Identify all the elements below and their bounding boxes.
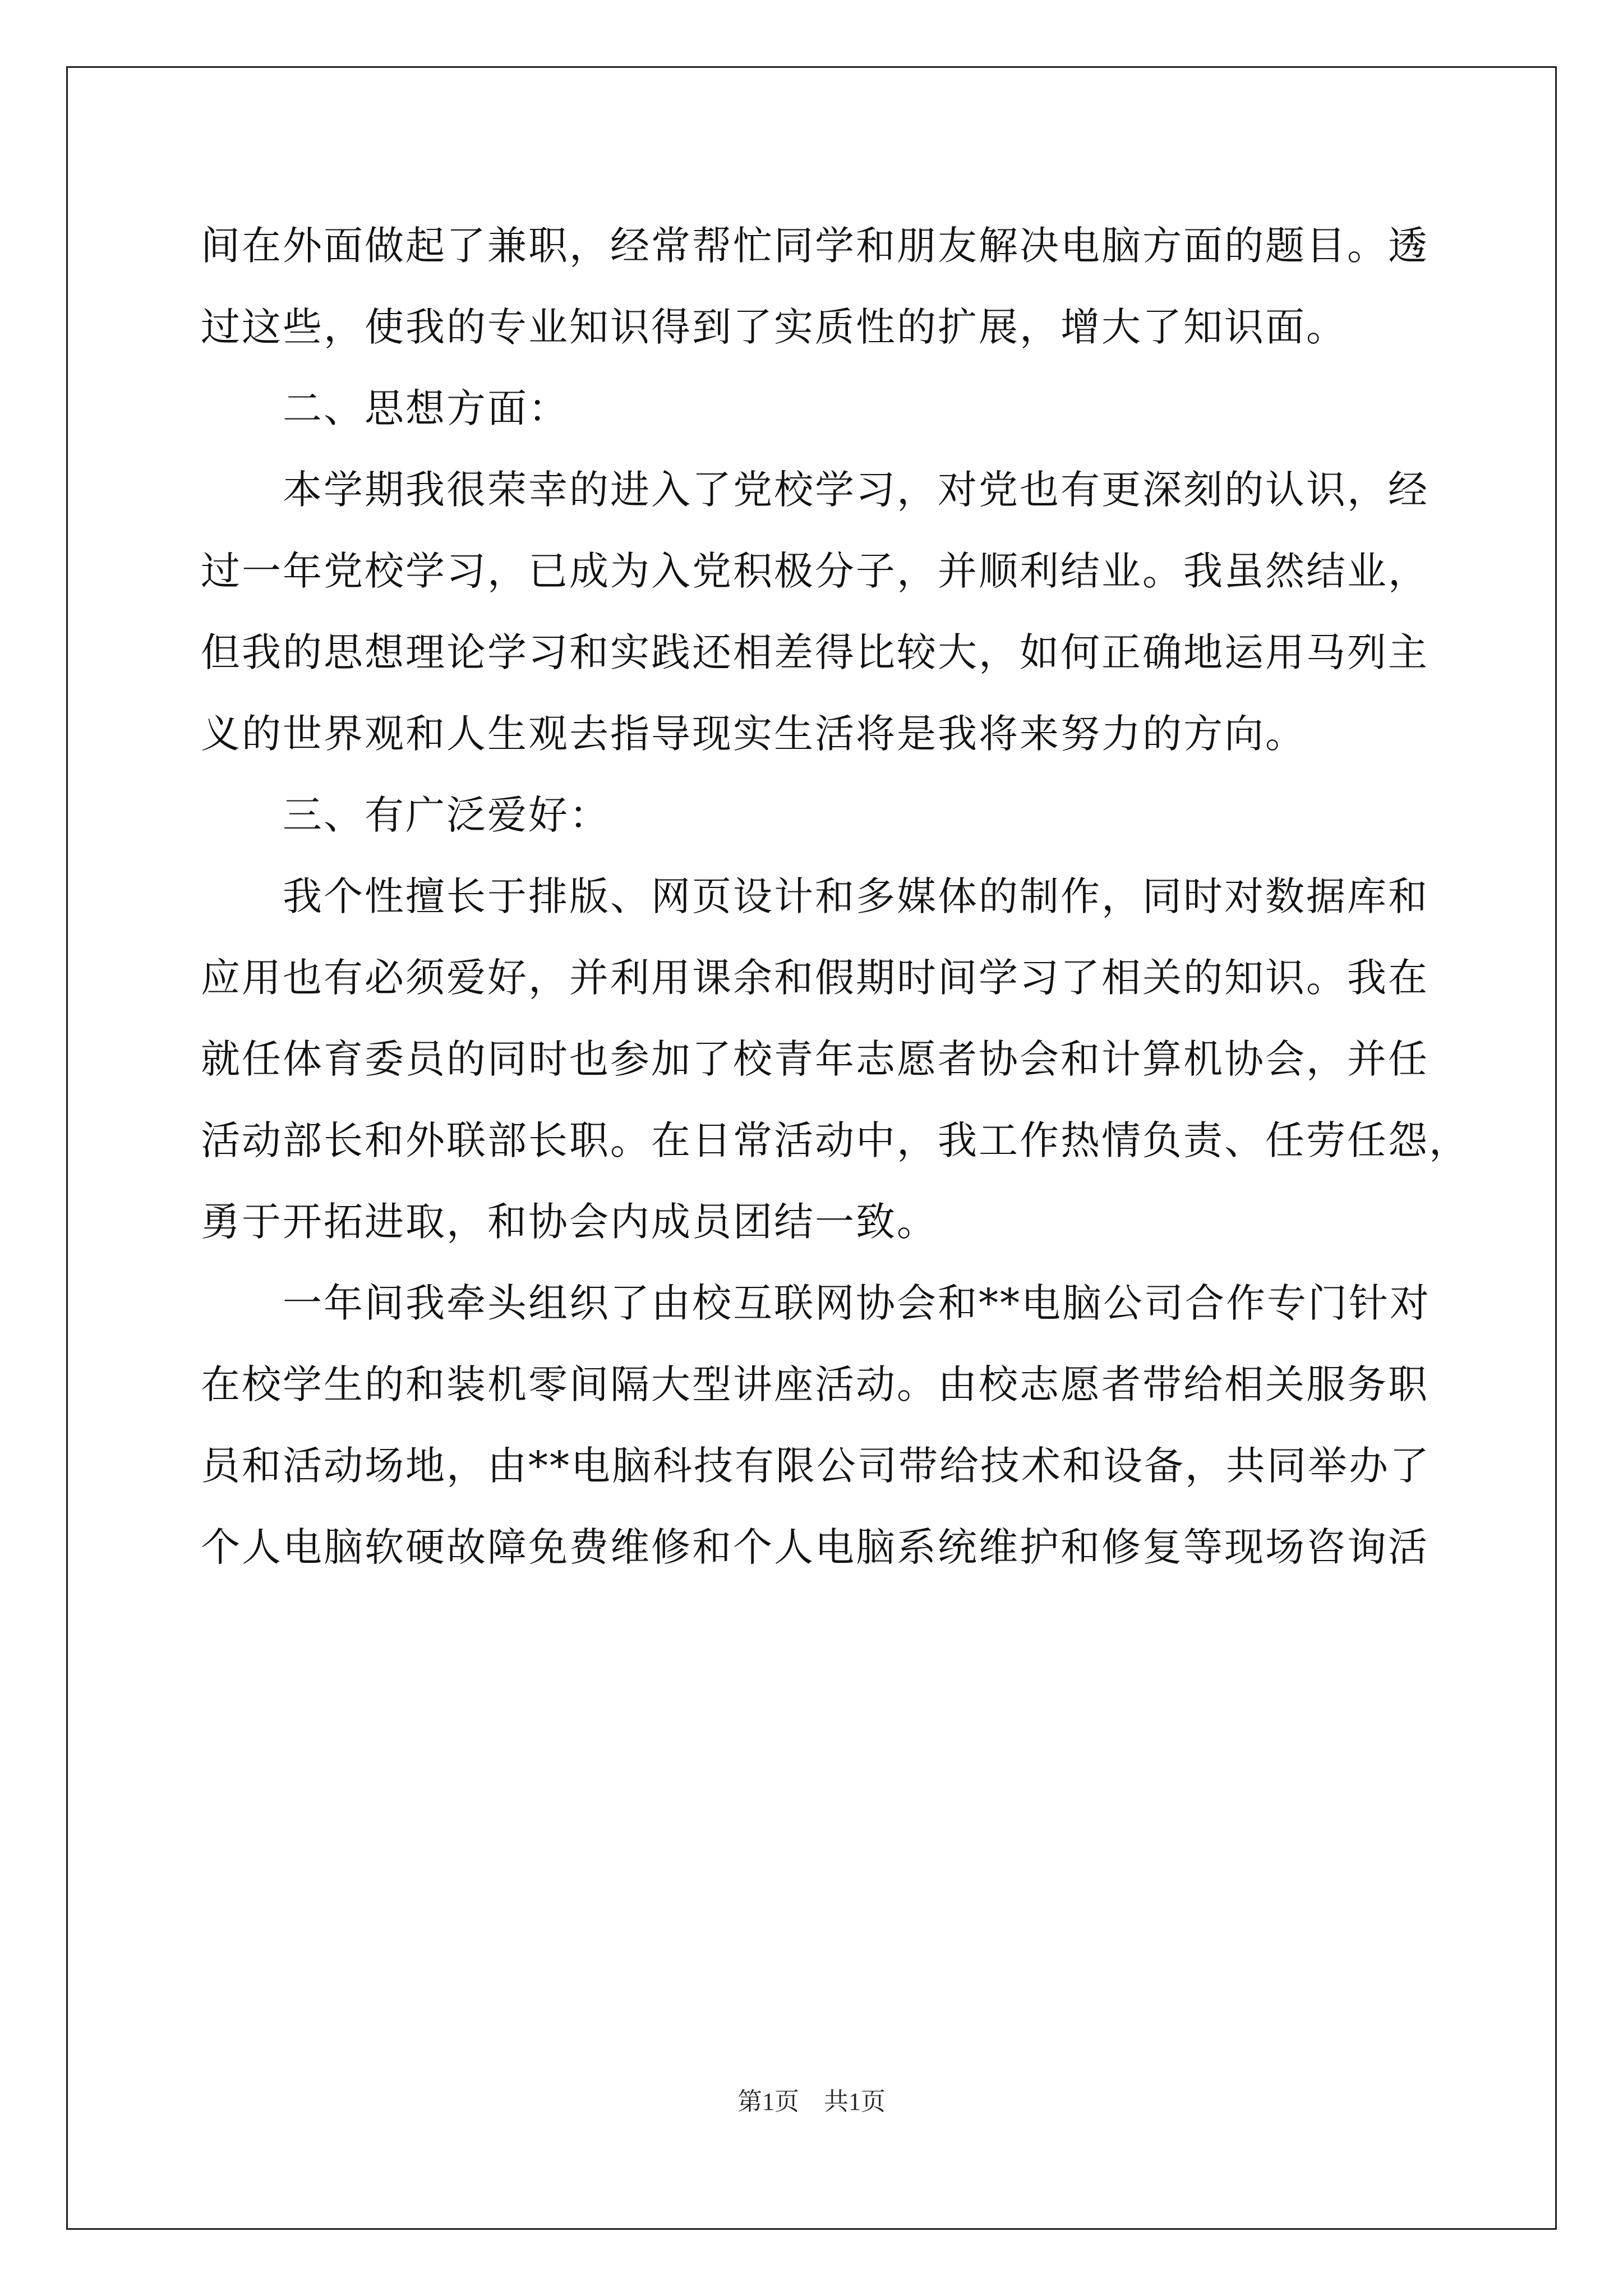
text-line: 就任体育委员的同时也参加了校青年志愿者协会和计算机协会，并任: [201, 1036, 1429, 1082]
text-line: 一年间我牵头组织了由校互联网协会和**电脑公司合作专门针对: [283, 1280, 1431, 1326]
text-line: 过这些，使我的专业知识得到了实质性的扩展，增大了知识面。: [201, 304, 1347, 350]
document-body: [201, 205, 1474, 1588]
text-line: 在校学生的和装机零间隔大型讲座活动。由校志愿者带给相关服务职: [201, 1361, 1429, 1407]
text-line: 二、思想方面：: [283, 385, 569, 431]
text-line: 间在外面做起了兼职，经常帮忙同学和朋友解决电脑方面的题目。透: [201, 223, 1429, 269]
text-line: 我个性擅长于排版、网页设计和多媒体的制作，同时对数据库和: [283, 873, 1429, 919]
text-line: 三、有广泛爱好：: [283, 792, 610, 838]
text-line: 活动部长和外联部长职。在日常活动中，我工作热情负责、任劳任怨，: [201, 1117, 1470, 1163]
text-line: 员和活动场地，由**电脑科技有限公司带给技术和设备，共同举办了: [201, 1443, 1431, 1489]
page-footer: 第1页 共1页: [737, 2088, 886, 2115]
text-line: 但我的思想理论学习和实践还相差得比较大，如何正确地运用马列主: [201, 629, 1429, 675]
text-line: 本学期我很荣幸的进入了党校学习，对党也有更深刻的认识，经: [283, 467, 1429, 513]
text-line: 过一年党校学习，已成为入党积极分子，并顺利结业。我虽然结业，: [201, 548, 1429, 594]
text-line: 勇于开拓进取，和协会内成员团结一致。: [201, 1199, 938, 1245]
text-line: 义的世界观和人生观去指导现实生活将是我将来努力的方向。: [201, 711, 1306, 757]
text-line: 个人电脑软硬故障免费维修和个人电脑系统维护和修复等现场咨询活: [201, 1524, 1429, 1570]
text-line: 应用也有必须爱好，并利用课余和假期时间学习了相关的知识。我在: [201, 955, 1429, 1001]
